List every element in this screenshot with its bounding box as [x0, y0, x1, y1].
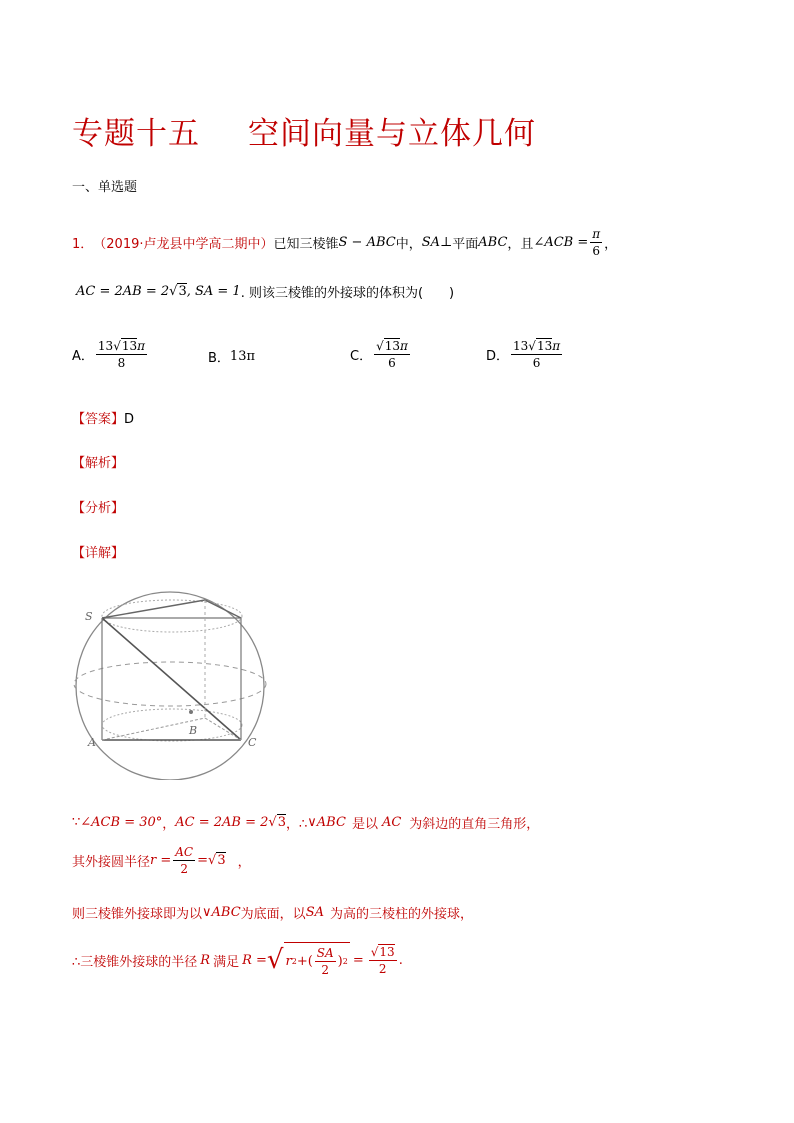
fraction-numerator: 13√13π — [513, 339, 561, 353]
label-a: A — [88, 736, 96, 749]
because-symbol: ∵ — [72, 815, 81, 830]
result-fraction — [369, 944, 397, 977]
close-paren: ) — [337, 954, 343, 969]
triangle-name: ∨ABC — [202, 905, 241, 920]
perp-symbol: ⊥ — [440, 235, 453, 250]
solution-text: 则三棱锥外接球即为以 — [72, 907, 203, 922]
question-source: （2019·卢龙县中学高二期中） — [93, 237, 274, 252]
solution-text: 为底面，以 — [240, 907, 306, 922]
formula-ac: AC = 2AB = 2 — [175, 815, 269, 830]
segment-sa: SA — [305, 905, 324, 920]
triangle-name: ∨ABC — [307, 815, 346, 830]
option-c[interactable] — [350, 338, 412, 371]
fraction-numerator: √13 — [370, 944, 395, 959]
radius-fraction — [173, 844, 195, 877]
option-a[interactable] — [72, 338, 149, 371]
answer-value: D — [124, 412, 135, 427]
punctuation: ， — [162, 817, 176, 832]
center-point — [189, 710, 193, 714]
segment-ac: AC — [381, 815, 402, 830]
radius-symbol: R — [200, 952, 211, 968]
solution-line-1 — [72, 813, 539, 832]
label-b: B — [189, 724, 198, 737]
question-text: 平面 — [452, 237, 479, 252]
sqrt-expression: √3 — [268, 815, 286, 830]
angle-expression: ∠ACB = — [533, 235, 589, 250]
fraction-denominator: 8 — [117, 356, 126, 370]
sqrt-expression: √3 — [208, 853, 226, 868]
solution-text: 为高的三棱柱的外接球， — [329, 907, 473, 922]
fraction-denominator: 6 — [592, 244, 601, 258]
question-text: 已知三棱锥 — [273, 237, 339, 252]
option-fraction — [374, 338, 410, 371]
plus-paren: +( — [296, 954, 313, 969]
plane-name: ABC — [478, 235, 508, 250]
answer-line — [72, 408, 134, 427]
section-heading: 一、单选题 — [72, 180, 138, 195]
sphere-prism-figure — [72, 588, 268, 780]
detail-label: 【详解】 — [72, 546, 125, 561]
option-letter: A． — [72, 349, 94, 364]
question-line-2 — [76, 282, 454, 301]
radius-sqrt: √ r 2 +( $\frac{SA}{2}$ ) 2 — [267, 942, 350, 978]
solution-text: ∴三棱锥外接球的半径 — [72, 954, 198, 970]
fraction-numerator: AC — [175, 845, 194, 859]
analysis-label: 【解析】 — [72, 456, 125, 471]
label-c: C — [248, 736, 257, 749]
fraction-numerator: π — [592, 227, 601, 241]
title-left: 专题十五 — [72, 116, 200, 152]
pyramid-name: S − ABC — [338, 235, 396, 250]
therefore-symbol: ，∴ — [286, 817, 308, 832]
question-line-1 — [72, 226, 617, 259]
fraction-denominator: 2 — [180, 862, 189, 876]
answer-label: 【答案】 — [72, 412, 125, 427]
title-right: 空间向量与立体几何 — [248, 116, 536, 152]
question-number: 1． — [72, 237, 94, 252]
fraction-numerator: √13π — [376, 339, 408, 353]
angle-fraction — [590, 226, 602, 259]
radius-equation: R = — [242, 952, 267, 968]
label-s: S — [85, 610, 93, 623]
formula-ac: AC = 2AB = 2 — [76, 284, 170, 299]
angle-expression: ∠ACB = 30° — [80, 815, 163, 830]
option-letter: B． — [208, 351, 230, 366]
option-fraction — [96, 338, 147, 371]
option-fraction — [511, 338, 562, 371]
page-title — [72, 108, 536, 153]
equals-sign: = — [197, 853, 209, 868]
solution-line-4 — [72, 942, 403, 978]
option-letter: D． — [486, 349, 510, 364]
option-b[interactable] — [208, 347, 255, 366]
fraction-numerator: 13√13π — [97, 339, 146, 353]
solution-line-3 — [72, 903, 473, 922]
punctuation: ， — [604, 237, 618, 252]
punctuation: ， — [237, 855, 251, 870]
segment-sa: SA — [421, 235, 441, 250]
sqrt-radicand: 3 — [178, 284, 187, 299]
r-symbol: r — [285, 954, 292, 969]
option-value: 13π — [229, 349, 256, 364]
punctuation: . — [398, 952, 403, 968]
equals-sign: = — [352, 952, 364, 968]
solution-text: 是以 — [351, 817, 378, 832]
sa-fraction — [315, 945, 336, 978]
fraction-denominator: 2 — [321, 963, 330, 977]
option-d[interactable] — [486, 338, 564, 371]
option-letter: C． — [350, 349, 373, 364]
fraction-denominator: 2 — [378, 961, 387, 976]
fraction-numerator: SA — [316, 946, 334, 960]
solution-text: 满足 — [213, 954, 240, 970]
question-text: 中， — [395, 237, 422, 252]
fraction-denominator: 6 — [388, 356, 396, 370]
solution-text: 为斜边的直角三角形， — [409, 817, 540, 832]
question-text: . 则该三棱锥的外接球的体积为( ) — [240, 286, 455, 301]
sqrt-expression: √3 — [169, 284, 187, 299]
solution-line-2 — [72, 844, 251, 877]
question-text: ，且 — [507, 237, 534, 252]
solution-text: 其外接圆半径 — [72, 855, 151, 870]
fenxi-label: 【分析】 — [72, 501, 125, 516]
fraction-denominator: 6 — [532, 356, 541, 370]
radius-symbol: r = — [150, 853, 172, 868]
formula-sa: , SA = 1 — [186, 284, 241, 299]
